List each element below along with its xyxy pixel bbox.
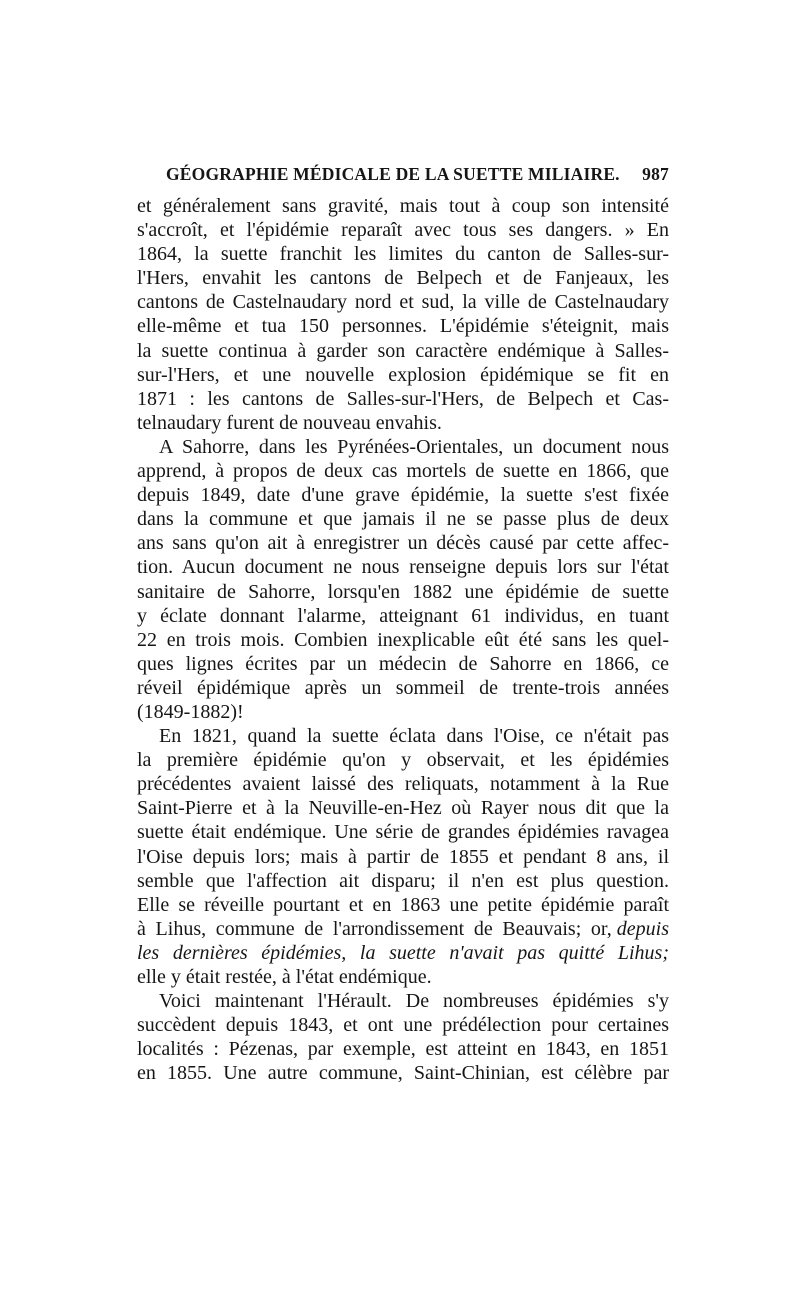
text-line: Voici maintenant l'Hérault. De nombreuses épidémies s'y <box>159 990 669 1013</box>
text-line: localités : Pézenas, par exemple, est atteint en 1843, en 1851 <box>137 1038 669 1061</box>
text-line: suette était endémique. Une série de grandes épidémies ravagea <box>137 821 669 844</box>
text-line: y éclate donnant l'alarme, atteignant 61 individus, en tuant <box>137 604 669 627</box>
text-line: réveil épidémique après un sommeil de trente-trois années <box>137 676 669 699</box>
text-line: sanitaire de Sahorre, lorsqu'en 1882 une épidémie de suette <box>137 580 669 603</box>
text-line: elle y était restée, à l'état endémique. <box>137 966 432 988</box>
text-line: s'accroît, et l'épidémie reparaît avec tous ses dangers. » En <box>137 219 669 242</box>
text-line: apprend, à propos de deux cas mortels de suette en 1866, que <box>137 460 669 483</box>
text-line: succèdent depuis 1843, et ont une prédélection pour certaines <box>137 1014 669 1037</box>
text-line: en 1855. Une autre commune, Saint-Chinian, est célèbre par <box>137 1062 669 1085</box>
text-line: sur-l'Hers, et une nouvelle explosion épidémique se fit en <box>137 363 669 386</box>
text-line: Elle se réveille pourtant et en 1863 une petite épidémie paraît <box>137 893 669 916</box>
body-text <box>137 194 669 1085</box>
text-line: depuis 1849, date d'une grave épidémie, la suette s'est fixée <box>137 484 669 507</box>
text-line: dans la commune et que jamais il ne se passe plus de deux <box>137 508 669 531</box>
text-line: (1849-1882)! <box>137 700 244 723</box>
text-line: telnaudary furent de nouveau envahis. <box>137 411 442 434</box>
text-line: ans sans qu'on ait à enregistrer un décès causé par cette affec- <box>137 532 669 555</box>
text-line: l'Hers, envahit les cantons de Belpech et de Fanjeaux, les <box>137 267 669 290</box>
text-line: ques lignes écrites par un médecin de Sahorre en 1866, ce <box>137 652 669 675</box>
text-line: 1871 : les cantons de Salles-sur-l'Hers, de Belpech et Cas- <box>137 387 669 410</box>
book-page <box>137 164 669 1085</box>
text-line: les dernières épidémies, la suette n'avait pas quitté Lihus; <box>137 941 669 964</box>
text-line: Saint-Pierre et à la Neuville-en-Hez où Rayer nous dit que la <box>137 797 669 820</box>
text-line: 22 en trois mois. Combien inexplicable eût été sans les quel- <box>137 628 669 651</box>
text-line: cantons de Castelnaudary nord et sud, la ville de Castelnaudary <box>137 291 669 314</box>
text-line: elle-même et tua 150 personnes. L'épidémie s'éteignit, mais <box>137 315 669 338</box>
text-line: la première épidémie qu'on y observait, et les épidémies <box>137 749 669 772</box>
text-line <box>137 917 669 941</box>
running-head <box>137 164 669 194</box>
running-title: GÉOGRAPHIE MÉDICALE DE LA SUETTE MILIAIRE. <box>166 164 620 184</box>
text-line: et généralement sans gravité, mais tout à coup son intensité <box>137 195 669 217</box>
text-line: la suette continua à garder son caractère endémique à Salles- <box>137 339 669 362</box>
italic-segment: depuis <box>616 917 669 940</box>
text-line: En 1821, quand la suette éclata dans l'Oise, ce n'était pas <box>159 725 669 748</box>
text-line: précédentes avaient laissé des reliquats, notamment à la Rue <box>137 773 669 796</box>
text-line: tion. Aucun document ne nous renseigne depuis lors sur l'état <box>137 556 669 579</box>
page-number: 987 <box>642 164 669 184</box>
text-line: semble que l'affection ait disparu; il n'en est plus question. <box>137 869 669 892</box>
text-line: 1864, la suette franchit les limites du canton de Salles-sur- <box>137 243 669 266</box>
text-line: l'Oise depuis lors; mais à partir de 1855 et pendant 8 ans, il <box>137 845 669 868</box>
text-line: A Sahorre, dans les Pyrénées-Orientales, un document nous <box>159 435 669 458</box>
text-segment: à Lihus, commune de l'arrondissement de Beauvais; or, <box>137 917 612 940</box>
